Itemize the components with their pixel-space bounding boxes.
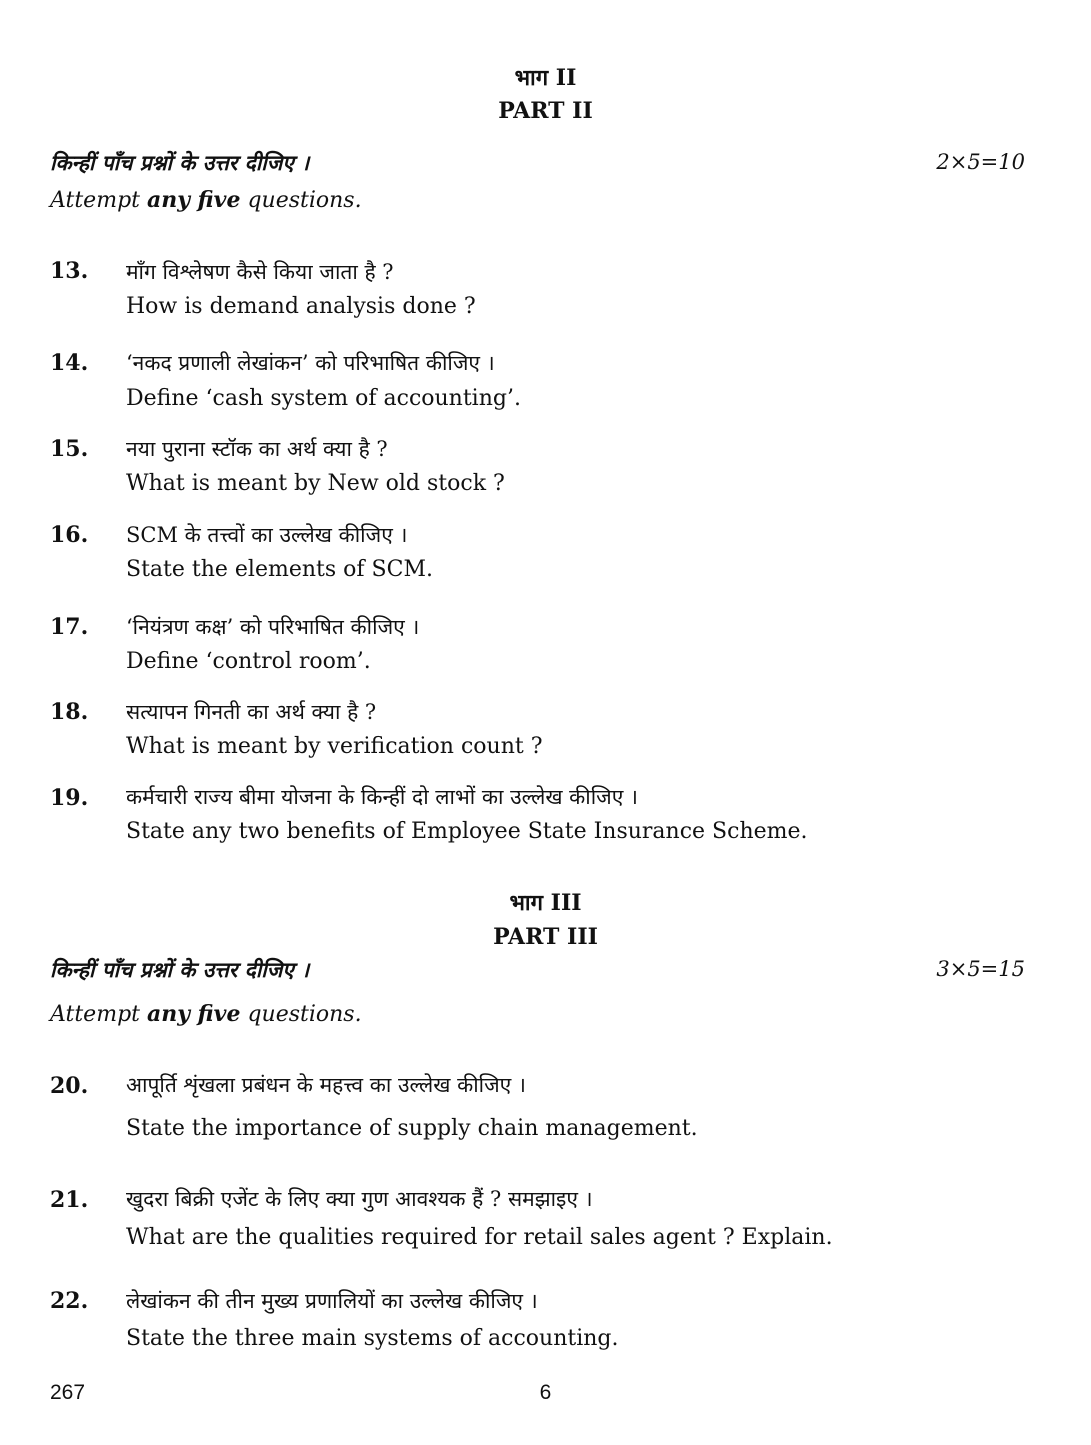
question-text-hindi: खुदरा बिक्री एजेंट के लिए क्या गुण आवश्यक हैं ? समझाइए ।	[126, 1187, 593, 1211]
question-number: 16.	[50, 522, 89, 548]
part3-instruction-post: questions.	[240, 1002, 362, 1027]
question-text-hindi: नया पुराना स्टॉक का अर्थ क्या है ?	[126, 437, 388, 461]
question-text-hindi: माँग विश्लेषण कैसे किया जाता है ?	[126, 260, 394, 284]
question-text: State the elements of SCM.	[126, 557, 433, 582]
part3-instruction-hindi: किन्हीं पाँच प्रश्नों के उत्तर दीजिए ।	[50, 957, 310, 982]
part2-instruction-hindi: किन्हीं पाँच प्रश्नों के उत्तर दीजिए ।	[50, 150, 310, 175]
part3-title-hindi: भाग III	[509, 890, 582, 916]
question-text-hindi: सत्यापन गिनती का अर्थ क्या है ?	[126, 700, 377, 724]
question-number: 21.	[50, 1187, 89, 1213]
question-number: 17.	[50, 614, 89, 640]
part3-instruction	[50, 1001, 362, 1027]
question-number: 19.	[50, 785, 89, 811]
question-text-hindi: SCM के तत्त्वों का उल्लेख कीजिए ।	[126, 523, 408, 547]
part2-marks: 2×5=10	[936, 150, 1025, 174]
part2-instruction	[50, 187, 362, 213]
part3-marks: 3×5=15	[936, 957, 1025, 981]
question-text: State any two benefits of Employee State Insurance Scheme.	[126, 819, 808, 844]
question-text: Define ‘control room’.	[126, 649, 371, 674]
question-number: 15.	[50, 436, 89, 462]
question-text: State the three main systems of accounting.	[126, 1326, 619, 1351]
question-text: What is meant by verification count ?	[126, 734, 543, 759]
question-number: 18.	[50, 699, 89, 725]
part3-instruction-bold: any five	[146, 1001, 241, 1027]
question-text-hindi: कर्मचारी राज्य बीमा योजना के किन्हीं दो लाभों का उल्लेख कीजिए ।	[126, 785, 639, 809]
part2-title: PART II	[498, 98, 593, 124]
page-number: 6	[539, 1381, 552, 1404]
question-number: 20.	[50, 1073, 89, 1099]
question-text: What are the qualities required for retail sales agent ? Explain.	[126, 1225, 833, 1250]
question-text-hindi: ‘नियंत्रण कक्ष’ को परिभाषित कीजिए ।	[126, 615, 420, 639]
question-text: How is demand analysis done ?	[126, 294, 476, 319]
question-text: What is meant by New old stock ?	[126, 471, 505, 496]
question-number: 14.	[50, 350, 89, 376]
question-text-hindi: आपूर्ति शृंखला प्रबंधन के महत्त्व का उल्लेख कीजिए ।	[126, 1073, 526, 1097]
part2-title-hindi: भाग II	[514, 65, 577, 91]
part3-title: PART III	[493, 924, 598, 950]
question-text: Define ‘cash system of accounting’.	[126, 386, 521, 411]
part2-instruction-pre: Attempt	[50, 188, 147, 213]
question-text-hindi: ‘नकद प्रणाली लेखांकन’ को परिभाषित कीजिए ।	[126, 351, 495, 375]
paper-code: 267	[50, 1381, 86, 1404]
part2-instruction-post: questions.	[240, 188, 362, 213]
part2-instruction-bold: any five	[146, 187, 241, 213]
part3-instruction-pre: Attempt	[50, 1002, 147, 1027]
question-text: State the importance of supply chain management.	[126, 1116, 698, 1141]
question-number: 22.	[50, 1288, 89, 1314]
question-number: 13.	[50, 258, 89, 284]
question-text-hindi: लेखांकन की तीन मुख्य प्रणालियों का उल्लेख कीजिए ।	[126, 1289, 538, 1313]
